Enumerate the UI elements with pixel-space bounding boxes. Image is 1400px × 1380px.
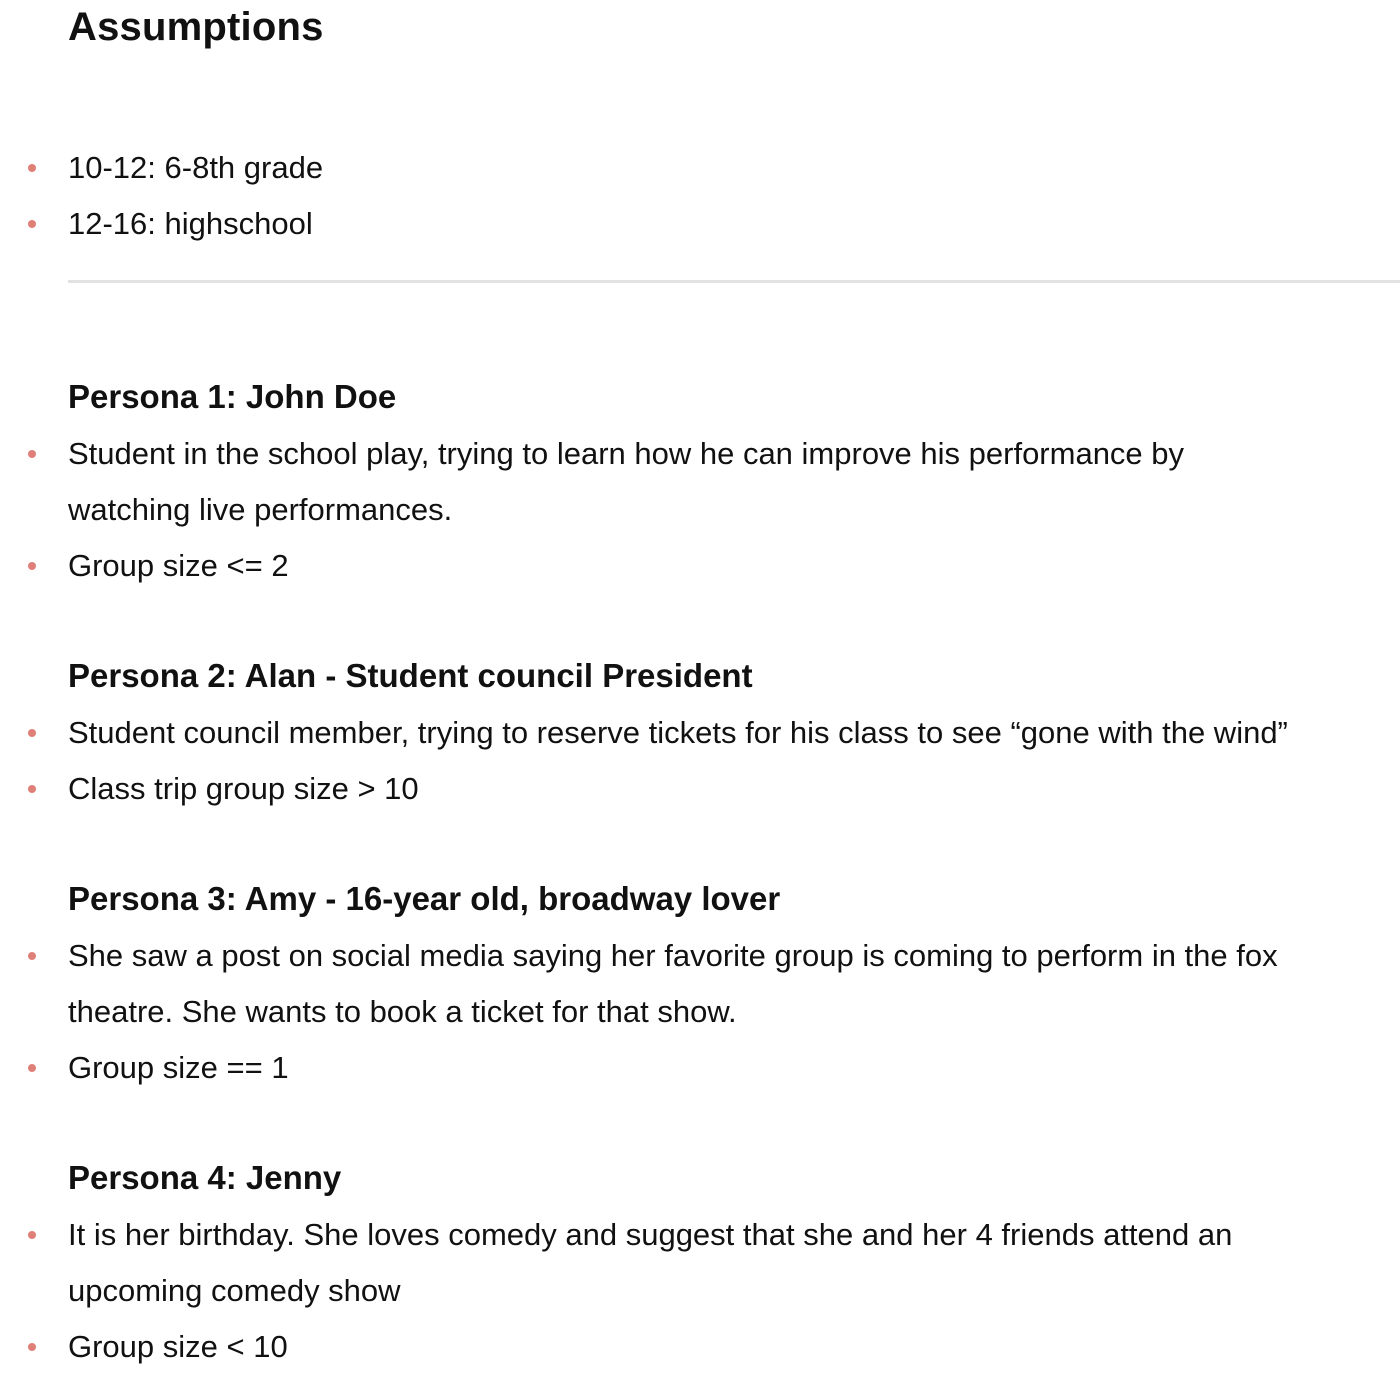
list-item	[0, 1207, 1400, 1319]
list-item-text: It is her birthday. She loves comedy and suggest that she and her 4 friends attend an upcoming comedy show	[68, 1217, 1233, 1308]
persona-2-heading: Persona 2: Alan - Student council President	[68, 657, 753, 694]
persona-3-heading: Persona 3: Amy - 16-year old, broadway lover	[68, 880, 781, 917]
bullet-icon	[28, 952, 36, 960]
list-item-text: 12-16: highschool	[68, 206, 313, 241]
list-item	[0, 928, 1400, 1040]
bullet-icon	[28, 729, 36, 737]
bullet-icon	[28, 450, 36, 458]
list-item-text: Group size <= 2	[68, 548, 289, 583]
list-item	[0, 426, 1400, 538]
persona-2-list	[0, 705, 1400, 817]
list-item-text: Student council member, trying to reserve tickets for his class to see “gone with the wind”	[68, 715, 1288, 750]
bullet-icon	[28, 1064, 36, 1072]
list-item-text: Group size == 1	[68, 1050, 289, 1085]
bullet-icon	[28, 220, 36, 228]
list-item	[0, 538, 1400, 594]
list-item-text: She saw a post on social media saying her favorite group is coming to perform in the fox theatre. She wants to book a ticket for that show.	[68, 938, 1278, 1029]
section-divider	[68, 280, 1400, 283]
bullet-icon	[28, 785, 36, 793]
bullet-icon	[28, 1343, 36, 1351]
list-item	[0, 1040, 1400, 1096]
list-item	[0, 761, 1400, 817]
page-title: Assumptions	[68, 5, 324, 49]
assumptions-list	[0, 140, 1400, 252]
list-item-text: Group size < 10	[68, 1329, 288, 1364]
persona-1-list	[0, 426, 1400, 594]
list-item	[0, 140, 1400, 196]
list-item-text: Class trip group size > 10	[68, 771, 419, 806]
list-item	[0, 196, 1400, 252]
list-item	[0, 705, 1400, 761]
persona-4-list	[0, 1207, 1400, 1375]
list-item	[0, 1319, 1400, 1375]
persona-3-list	[0, 928, 1400, 1096]
persona-1-heading: Persona 1: John Doe	[68, 378, 397, 415]
bullet-icon	[28, 1231, 36, 1239]
list-item-text: Student in the school play, trying to learn how he can improve his performance by watching live performances.	[68, 436, 1185, 527]
bullet-icon	[28, 562, 36, 570]
bullet-icon	[28, 164, 36, 172]
persona-4-heading: Persona 4: Jenny	[68, 1159, 342, 1196]
list-item-text: 10-12: 6-8th grade	[68, 150, 324, 185]
